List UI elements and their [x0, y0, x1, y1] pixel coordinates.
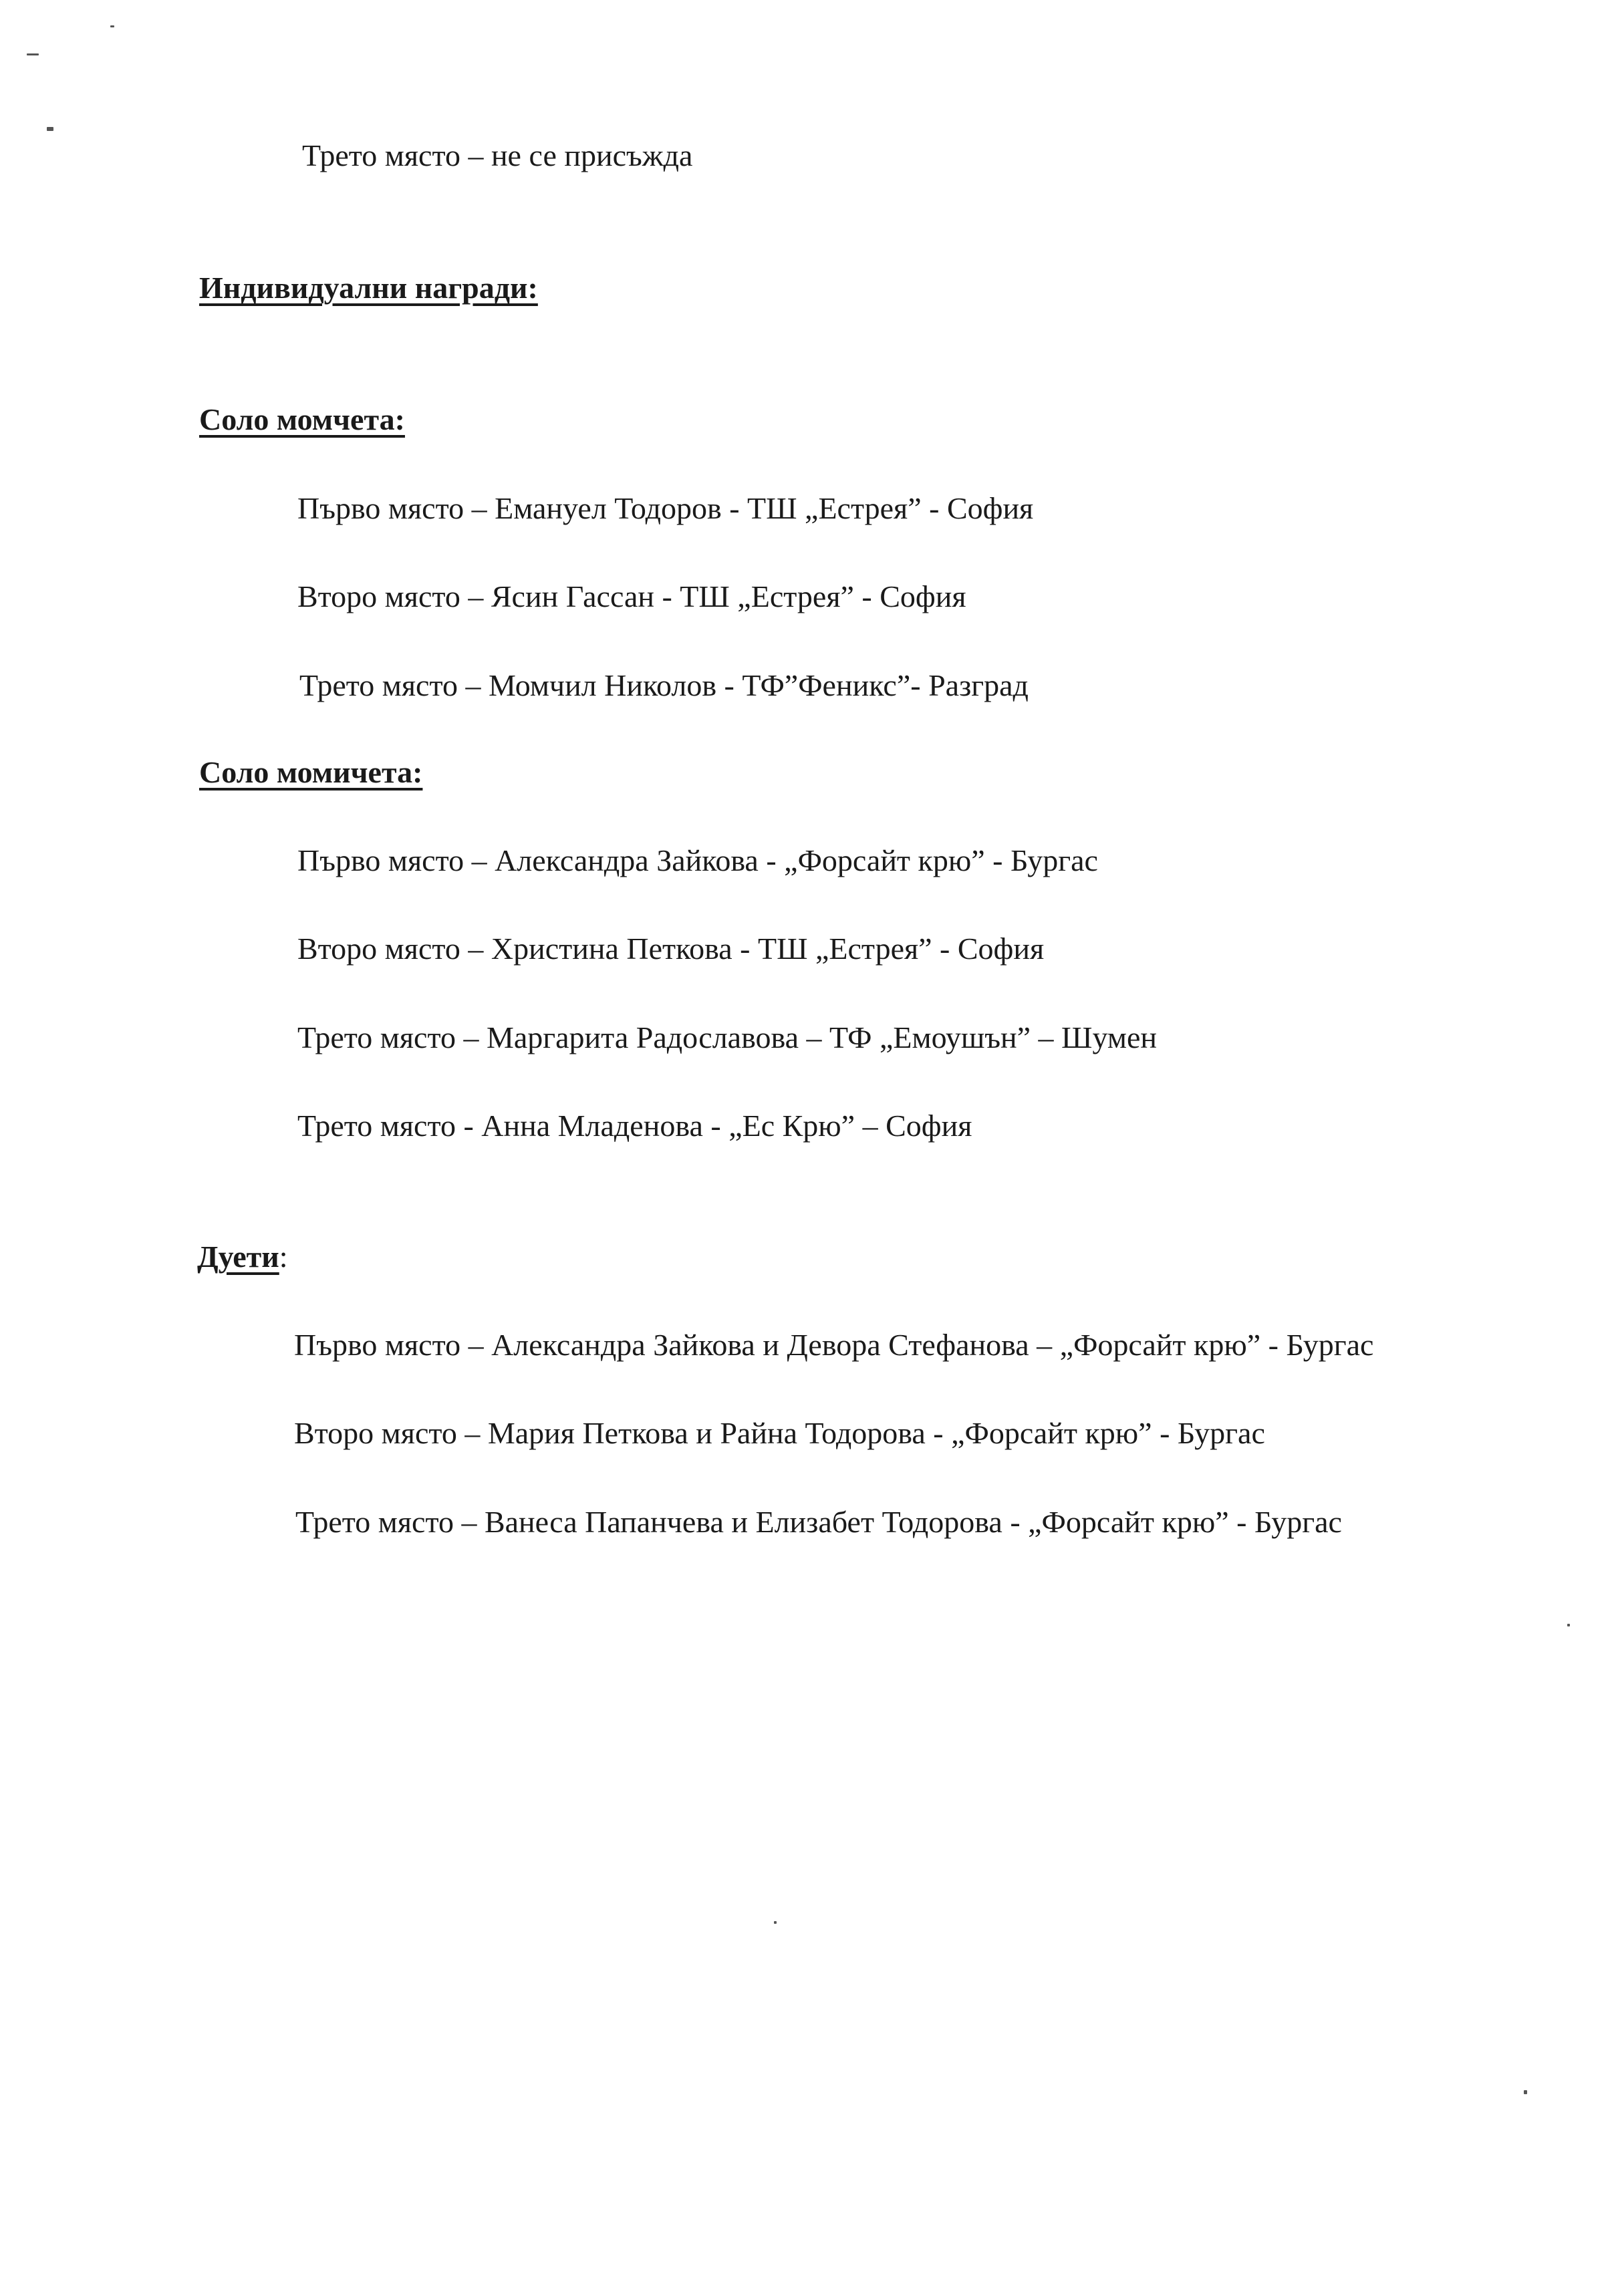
- duets-heading: [197, 1242, 288, 1272]
- solo-girls-entry-2: Второ място – Христина Петкова - ТШ „Естрея” - София: [297, 931, 1045, 966]
- top-line: Трето място – не се присъжда: [302, 138, 693, 172]
- scan-speck: [27, 53, 39, 55]
- duets-entry-2: Второ място – Мария Петкова и Райна Тодорова - „Форсайт крю” - Бургас: [294, 1416, 1265, 1450]
- solo-girls-entry-4: Трето място - Анна Младенова - „Ес Крю” – София: [297, 1109, 972, 1143]
- duets-heading-text: Дуети: [197, 1240, 279, 1274]
- solo-girls-entry-1: Първо място – Александра Зайкова - „Форсайт крю” - Бургас: [297, 843, 1098, 877]
- scan-speck: [47, 127, 53, 131]
- scan-speck: [1524, 2090, 1527, 2094]
- duets-entry-1: Първо място – Александра Зайкова и Девора Стефанова – „Форсайт крю” - Бургас: [294, 1328, 1374, 1362]
- solo-girls-entry-3: Трето място – Маргарита Радославова – ТФ „Емоушън” – Шумен: [297, 1020, 1158, 1054]
- duets-heading-colon: :: [279, 1240, 288, 1274]
- scan-speck: [1567, 1624, 1570, 1626]
- scan-speck: [110, 25, 114, 27]
- scan-speck: [774, 1921, 777, 1924]
- solo-boys-entry-2: Второ място – Ясин Гассан - ТШ „Естрея” - София: [297, 579, 966, 613]
- solo-boys-heading-text: Соло момчета:: [199, 402, 405, 436]
- solo-girls-heading: [199, 757, 422, 788]
- solo-boys-heading: [199, 404, 405, 435]
- solo-girls-heading-text: Соло момичета:: [199, 755, 423, 789]
- duets-entry-3: Трето място – Ванеса Папанчева и Елизабет Тодорова - „Форсайт крю” - Бургас: [295, 1505, 1342, 1539]
- individual-awards-heading: [199, 273, 538, 303]
- solo-boys-entry-1: Първо място – Емануел Тодоров - ТШ „Естрея” - София: [297, 491, 1034, 525]
- solo-boys-entry-3: Трето място – Момчил Николов - ТФ”Феникс”- Разград: [299, 668, 1029, 702]
- individual-awards-heading-text: Индивидуални награди:: [199, 271, 538, 305]
